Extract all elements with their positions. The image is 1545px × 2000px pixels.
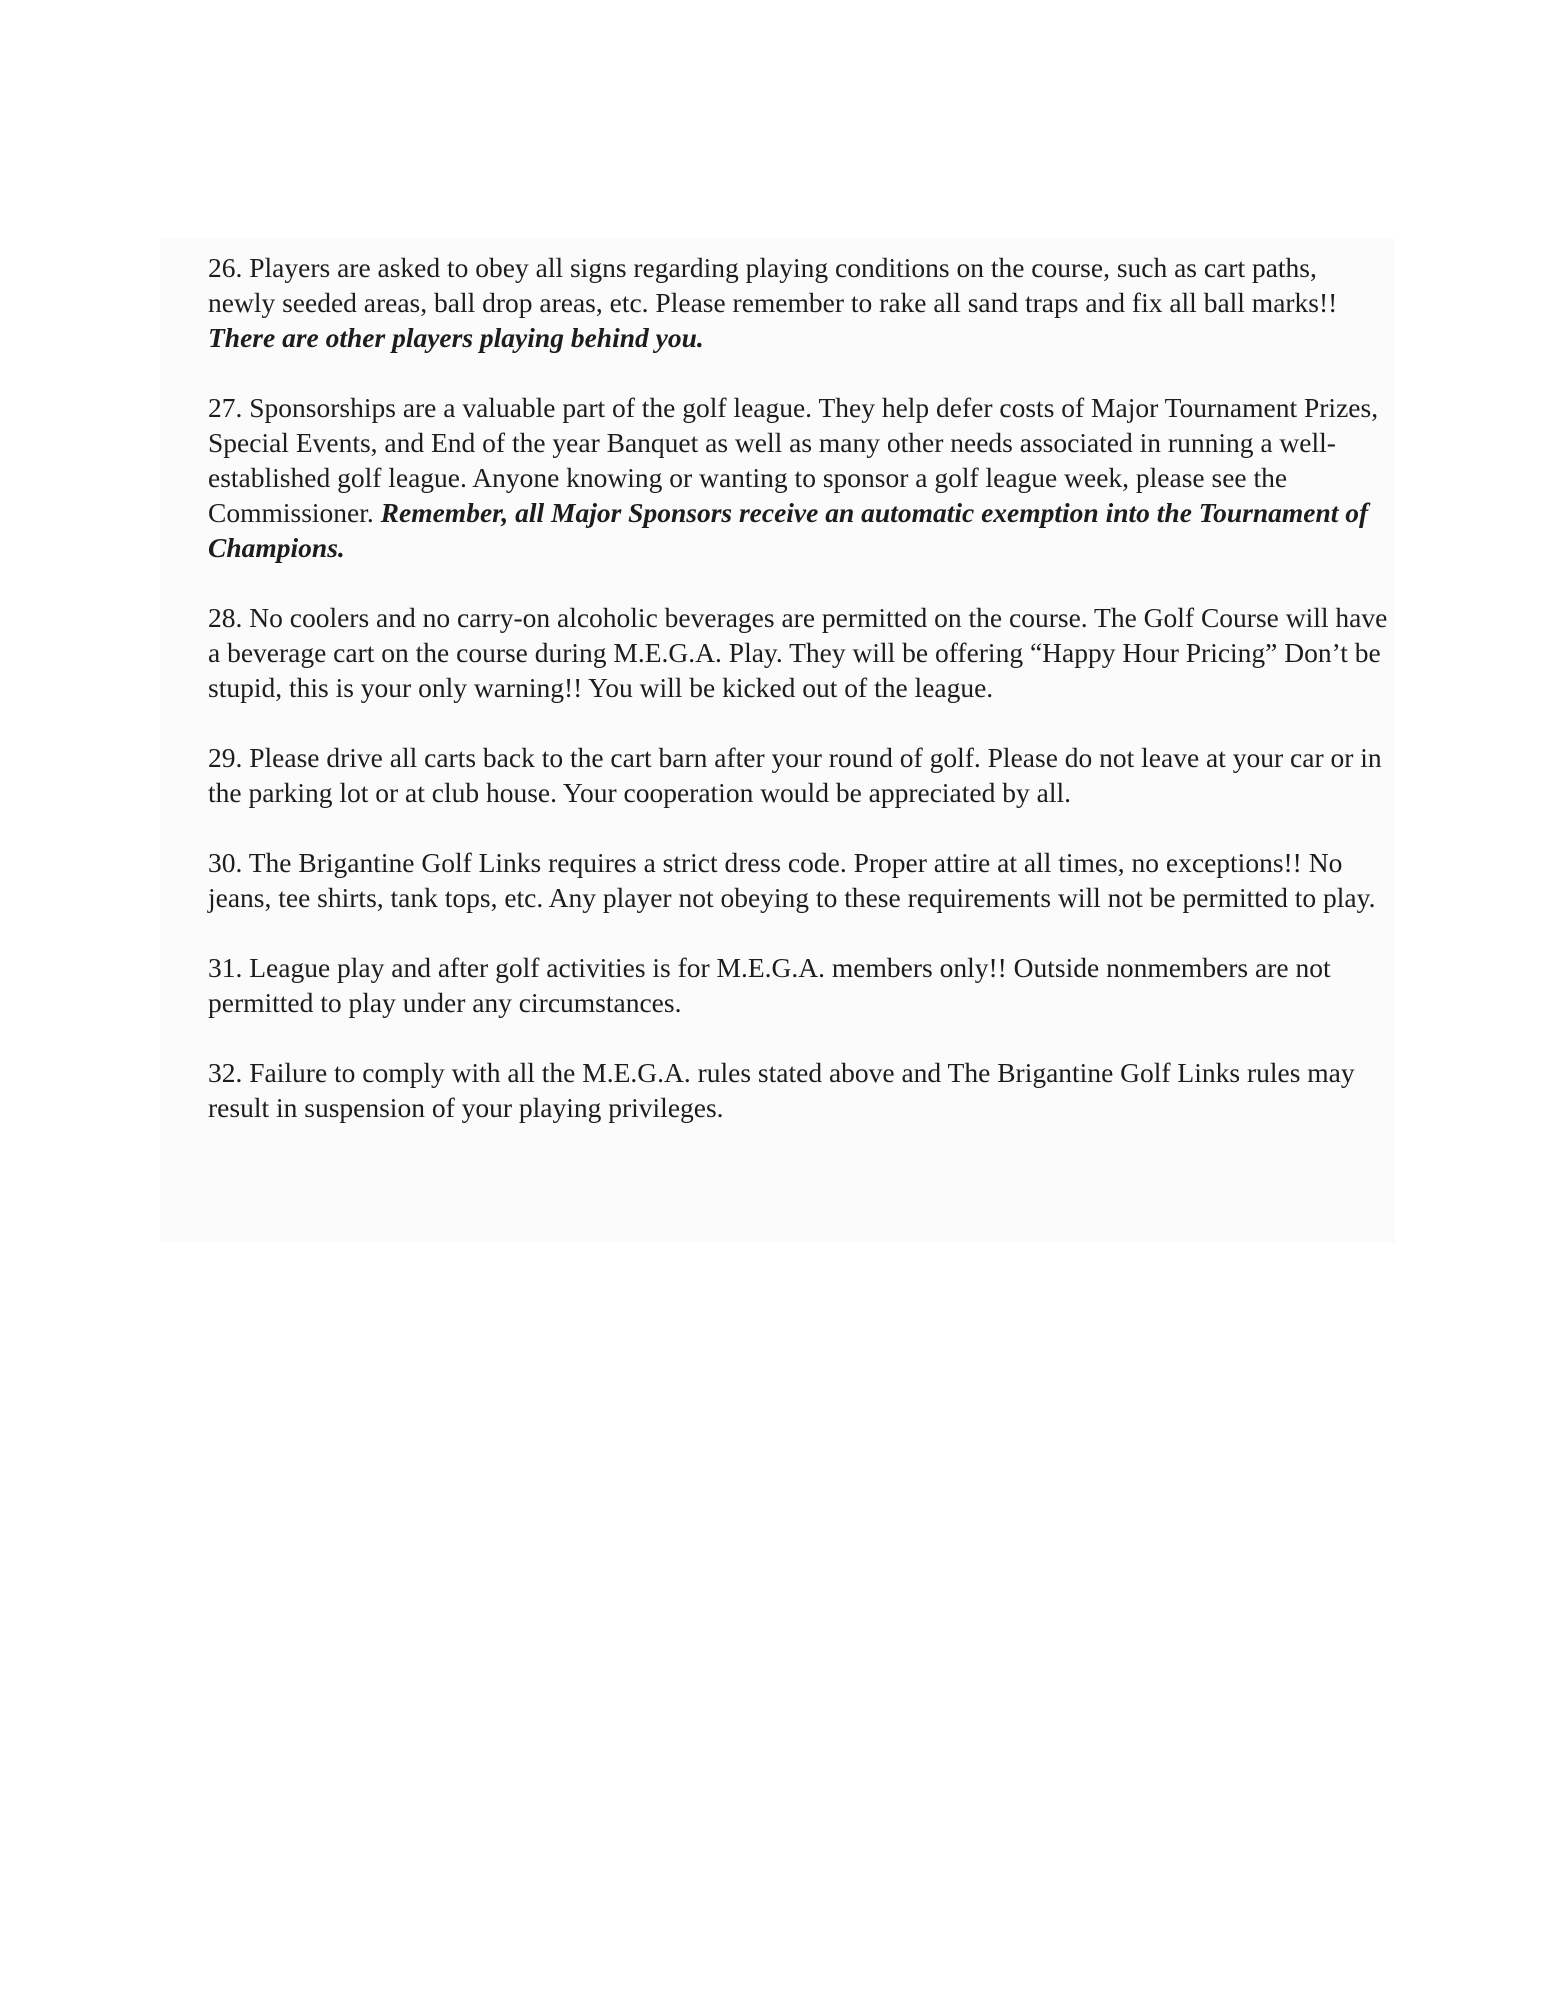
rule-text: League play and after golf activities is for M.E.G.A. members only!! Outside nonmembers are not permitted to play under any circumstances. xyxy=(208,952,1331,1018)
rule-number: 32. xyxy=(208,1057,243,1088)
rule-text: Sponsorships are a valuable part of the golf league. They help defer costs of Major Tournament Prizes, Special Events, and End of the year Banquet as well as many other needs associated in running a well-established golf league. Anyone knowing or wanting to sponsor a golf league week, please see the Commissioner. xyxy=(208,392,1379,528)
rule-32 xyxy=(208,1055,1388,1125)
rule-number: 30. xyxy=(208,847,243,878)
rule-26 xyxy=(208,250,1388,355)
rule-number: 27. xyxy=(208,392,243,423)
rule-text: Please drive all carts back to the cart barn after your round of golf. Please do not leave at your car or in the parking lot or at club house. Your cooperation would be appreciated by all. xyxy=(208,742,1382,808)
rule-28 xyxy=(208,600,1388,705)
rule-29 xyxy=(208,740,1388,810)
rule-text: Players are asked to obey all signs regarding playing conditions on the course, such as cart paths, newly seeded areas, ball drop areas, etc. Please remember to rake all sand traps and fix all ball marks!! xyxy=(208,252,1338,318)
rule-30 xyxy=(208,845,1388,915)
rule-text: The Brigantine Golf Links requires a strict dress code. Proper attire at all times, no exceptions!! No jeans, tee shirts, tank tops, etc. Any player not obeying to these requirements will not be permitted to play. xyxy=(208,847,1376,913)
rule-emphasis: There are other players playing behind you. xyxy=(208,322,704,353)
rule-emphasis: Remember, all Major Sponsors receive an automatic exemption into the Tournament of Champions. xyxy=(208,497,1369,563)
rule-number: 26. xyxy=(208,252,243,283)
rule-31 xyxy=(208,950,1388,1020)
rule-number: 28. xyxy=(208,602,243,633)
rules-list xyxy=(208,250,1388,1160)
rule-text: Failure to comply with all the M.E.G.A. rules stated above and The Brigantine Golf Links rules may result in suspension of your playing privileges. xyxy=(208,1057,1355,1123)
rule-number: 29. xyxy=(208,742,243,773)
rule-27 xyxy=(208,390,1388,565)
rule-number: 31. xyxy=(208,952,243,983)
rule-text: No coolers and no carry-on alcoholic beverages are permitted on the course. The Golf Course will have a beverage cart on the course during M.E.G.A. Play. They will be offering “Happy Hour Pricing” Don’t be stupid, this is your only warning!! You will be kicked out of the league. xyxy=(208,602,1388,703)
